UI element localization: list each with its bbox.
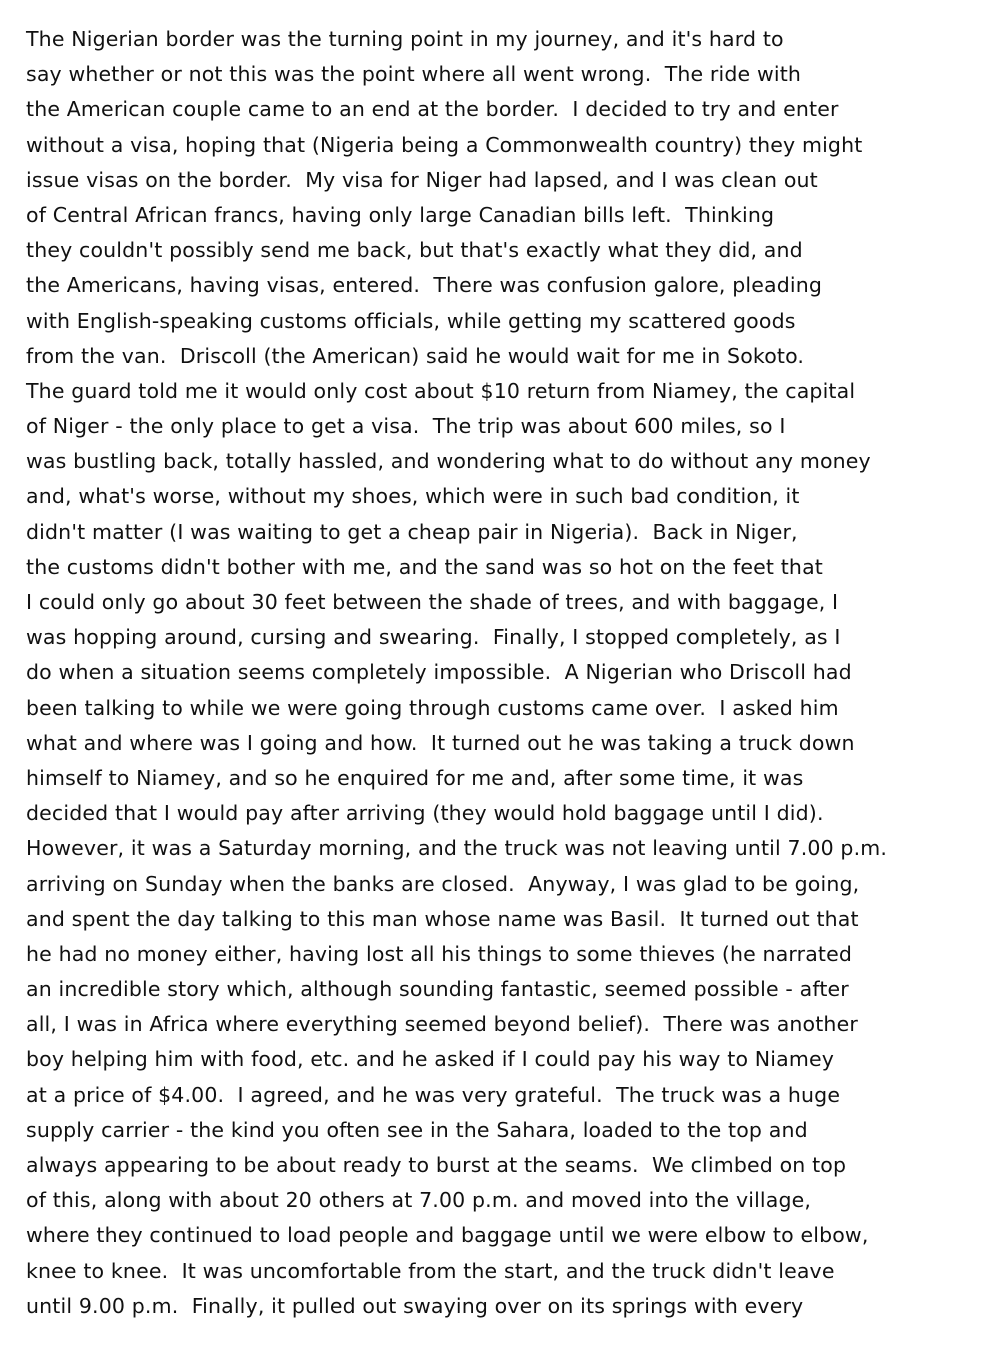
text-line: of Central African francs, having only large Canadian bills left. Thinking: [26, 202, 775, 227]
text-line: where they continued to load people and baggage until we were elbow to elbow,: [26, 1223, 869, 1248]
text-line: of this, along with about 20 others at 7.00 p.m. and moved into the village,: [26, 1188, 812, 1213]
text-line: supply carrier - the kind you often see in the Sahara, loaded to the top and: [26, 1117, 808, 1142]
text-line: himself to Niamey, and so he enquired for me and, after some time, it was: [26, 765, 804, 790]
text-line: they couldn't possibly send me back, but that's exactly what they did, and: [26, 238, 803, 263]
text-line: boy helping him with food, etc. and he asked if I could pay his way to Niamey: [26, 1047, 835, 1072]
text-line: what and where was I going and how. It turned out he was taking a truck down: [26, 730, 855, 755]
text-line: without a visa, hoping that (Nigeria being a Commonwealth country) they might: [26, 132, 863, 157]
text-line: all, I was in Africa where everything seemed beyond belief). There was another: [26, 1012, 858, 1037]
text-line: always appearing to be about ready to burst at the seams. We climbed on top: [26, 1153, 847, 1177]
text-line: and, what's worse, without my shoes, which were in such bad condition, it: [26, 484, 800, 509]
text-line: of Niger - the only place to get a visa. The trip was about 600 miles, so I: [26, 414, 786, 439]
text-line: from the van. Driscoll (the American) said he would wait for me in Sokoto.: [26, 343, 805, 368]
text-line: decided that I would pay after arriving (they would hold baggage until I did).: [26, 801, 824, 826]
text-line: issue visas on the border. My visa for Niger had lapsed, and I was clean out: [26, 167, 818, 192]
text-line: the American couple came to an end at the border. I decided to try and enter: [26, 97, 839, 122]
text-line: was bustling back, totally hassled, and wondering what to do without any money: [26, 449, 871, 474]
text-line: he had no money either, having lost all his things to some thieves (he narrated: [26, 941, 853, 966]
text-line: However, it was a Saturday morning, and the truck was not leaving until 7.00 p.m.: [26, 836, 888, 861]
text-line: knee to knee. It was uncomfortable from the start, and the truck didn't leave: [26, 1258, 835, 1283]
text-line: and spent the day talking to this man whose name was Basil. It turned out that: [26, 906, 859, 931]
text-line: been talking to while we were going through customs came over. I asked him: [26, 695, 839, 720]
text-line: The guard told me it would only cost about $10 return from Niamey, the capital: [26, 378, 856, 403]
text-line: an incredible story which, although sounding fantastic, seemed possible - after: [26, 977, 849, 1002]
text-line: The Nigerian border was the turning point in my journey, and it's hard to: [26, 27, 784, 51]
text-line: say whether or not this was the point where all went wrong. The ride with: [26, 62, 802, 87]
text-line: the customs didn't bother with me, and the sand was so hot on the feet that: [26, 554, 823, 579]
text-line: I could only go about 30 feet between the shade of trees, and with baggage, I: [26, 590, 839, 614]
text-line: until 9.00 p.m. Finally, it pulled out swaying over on its springs with every: [26, 1293, 804, 1318]
text-line: was hopping around, cursing and swearing. Finally, I stopped completely, as I: [26, 625, 841, 650]
text-line: didn't matter (I was waiting to get a cheap pair in Nigeria). Back in Niger,: [26, 519, 798, 544]
text-line: with English-speaking customs officials, while getting my scattered goods: [26, 308, 796, 333]
text-line: the Americans, having visas, entered. There was confusion galore, pleading: [26, 273, 823, 298]
text-line: do when a situation seems completely impossible. A Nigerian who Driscoll had: [26, 660, 852, 685]
text-line: arriving on Sunday when the banks are closed. Anyway, I was glad to be going,: [26, 871, 860, 896]
body-text: [26, 22, 996, 1324]
text-line: at a price of $4.00. I agreed, and he was very grateful. The truck was a huge: [26, 1082, 841, 1107]
